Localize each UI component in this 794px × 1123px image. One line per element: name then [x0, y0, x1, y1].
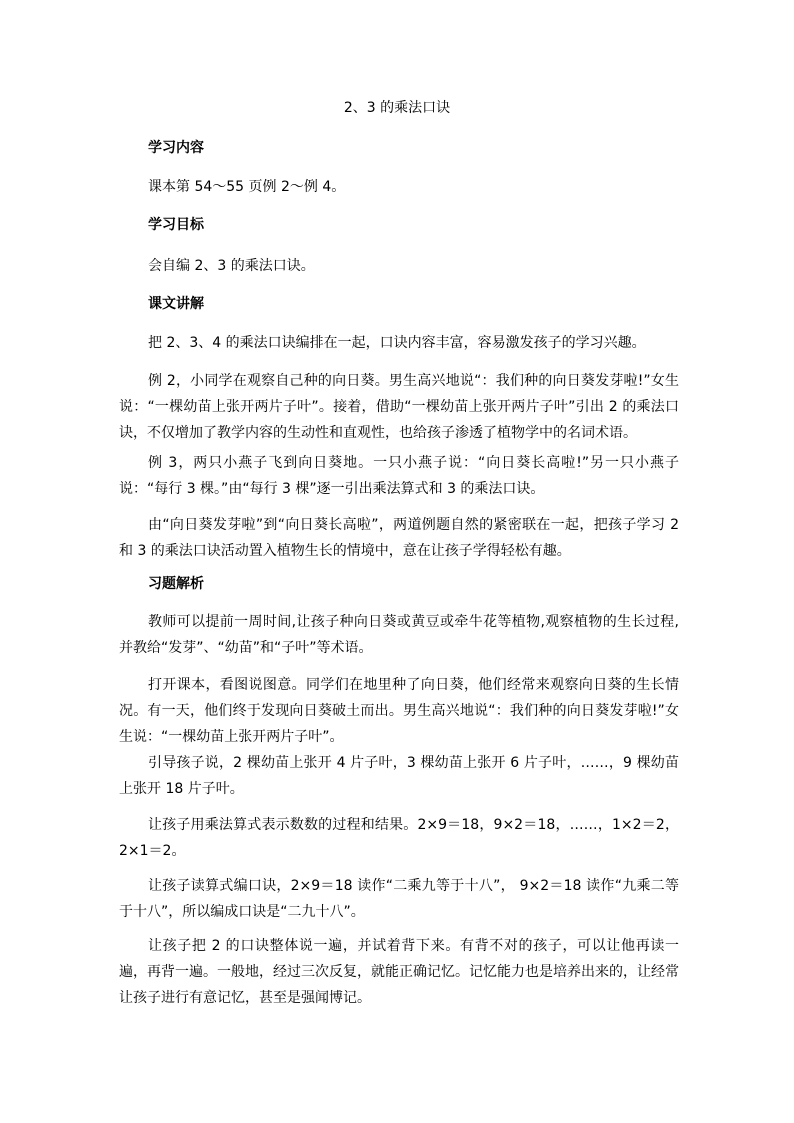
heading-learning-goal: 学习目标	[148, 217, 204, 233]
heading-lecture: 课文讲解	[148, 296, 204, 312]
learning-goal-text: 会自编 2、3 的乘法口诀。	[148, 258, 315, 274]
exercise-paragraph: 让孩子读算式编口诀，2×9＝18 读作“二乘九等于十八”， 9×2＝18 读作“九乘二等于十八”，所以编成口诀是“二九十八”。	[119, 878, 679, 920]
exercise-paragraph: 教师可以提前一周时间,让孩子种向日葵或黄豆或牵牛花等植物,观察植物的生长过程,并教给“发芽”、“幼苗”和“子叶”等术语。	[119, 614, 679, 656]
lecture-paragraph: 由“向日葵发芽啦”到“向日葵长高啦”，两道例题自然的紧密联在一起，把孩子学习 2 和 3 的乘法口诀活动置入植物生长的情境中，意在让孩子学得轻松有趣。	[119, 517, 679, 559]
lecture-paragraph: 例 3，两只小燕子飞到向日葵地。一只小燕子说：“向日葵长高啦!”另一只小燕子说：“每行 3 棵。”由“每行 3 棵”逐一引出乘法算式和 3 的乘法口诀。	[119, 455, 679, 497]
lecture-paragraph: 把 2、3、4 的乘法口诀编排在一起，口诀内容丰富，容易激发孩子的学习兴趣。	[148, 335, 646, 351]
lecture-paragraph: 例 2，小同学在观察自己种的向日葵。男生高兴地说“：我们种的向日葵发芽啦!”女生说：“一棵幼苗上张开两片子叶”。接着，借助“一棵幼苗上张开两片子叶”引出 2 的乘法口诀，不仅增加了教学内容的生动性和直观性，也给孩子渗透了植物学中的名词术语。	[119, 373, 679, 441]
heading-exercise-analysis: 习题解析	[148, 576, 204, 592]
exercise-paragraph: 让孩子把 2 的口诀整体说一遍，并试着背下来。有背不对的孩子，可以让他再读一遍，再背一遍。一般地，经过三次反复，就能正确记忆。记忆能力也是培养出来的，让经常让孩子进行有意记忆，甚至是强闻博记。	[119, 938, 679, 1006]
exercise-paragraph: 打开课本，看图说图意。同学们在地里种了向日葵，他们经常来观察向日葵的生长情况。有一天，他们终于发现向日葵破土而出。男生高兴地说“：我们种的向日葵发芽啦!”女生说：“一棵幼苗上张开两片子叶”。	[119, 677, 679, 745]
exercise-paragraph: 引导孩子说，2 棵幼苗上张开 4 片子叶，3 棵幼苗上张开 6 片子叶，……，9 棵幼苗上张开 18 片子叶。	[119, 755, 679, 797]
exercise-paragraph: 让孩子用乘法算式表示数数的过程和结果。2×9＝18，9×2＝18，……，1×2＝2，2×1＝2。	[119, 817, 679, 859]
learning-content-text: 课本第 54～55 页例 2～例 4。	[148, 179, 346, 195]
heading-learning-content: 学习内容	[148, 140, 204, 156]
document-title: 2、3 的乘法口诀	[343, 100, 451, 116]
